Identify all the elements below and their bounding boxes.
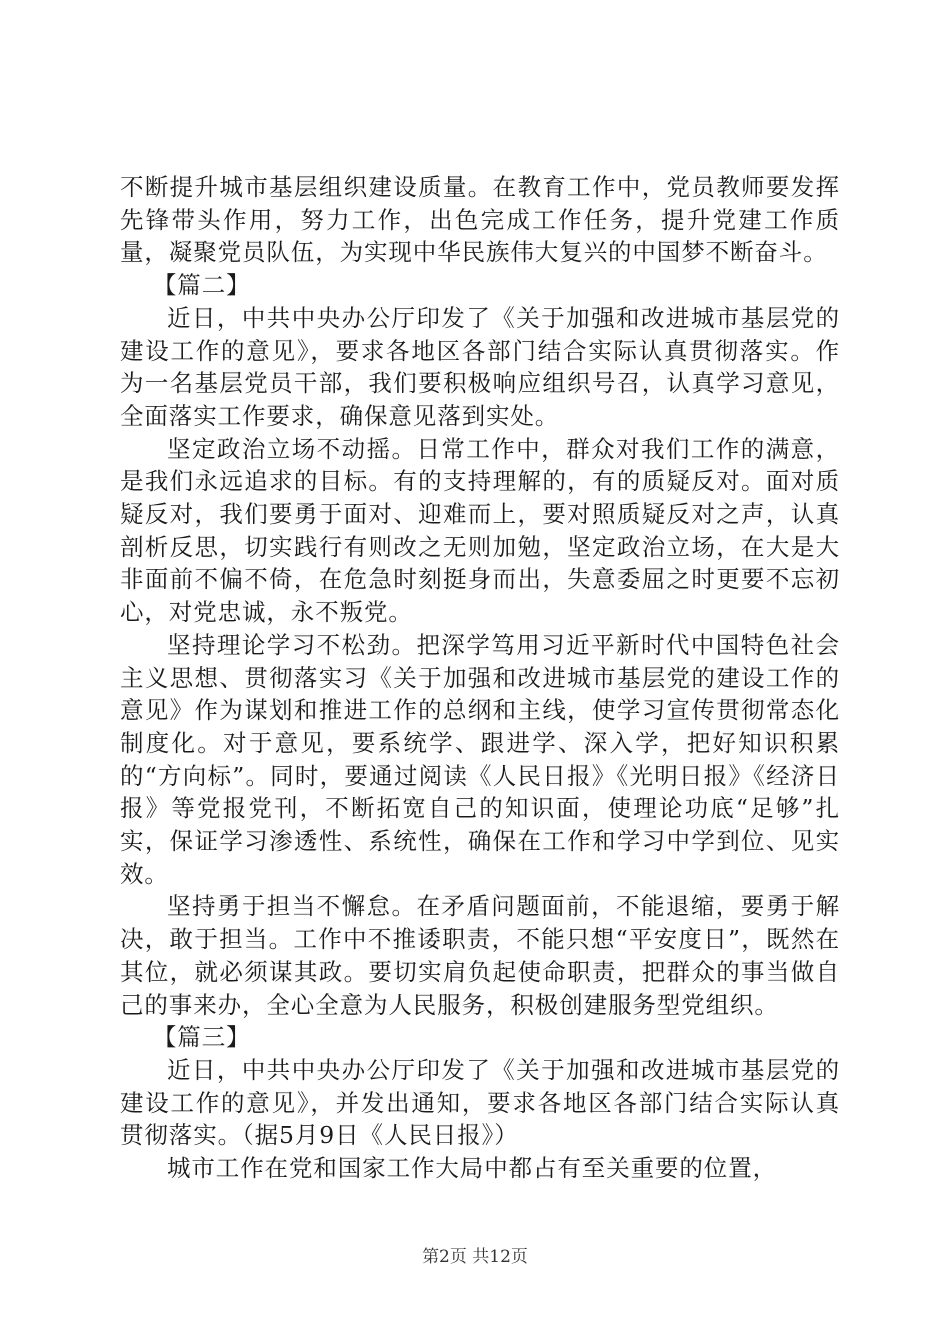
page-number-footer: 第2页 共12页 (422, 1247, 528, 1267)
paragraph: 近日，中共中央办公厅印发了《关于加强和改进城市基层党的建设工作的意见》，并发出通知，要求各地区各部门结合实际认真贯彻落实。（据5月9日《人民日报》） (120, 1055, 840, 1150)
section-heading-3: 【篇三】 (152, 1023, 251, 1052)
document-body (120, 171, 840, 1185)
paragraph: 坚持勇于担当不懈怠。在矛盾问题面前，不能退缩，要勇于解决，敢于担当。工作中不推诿职责，不能只想“平安度日”，既然在其位，就必须谋其政。要切实肩负起使命职责，把群众的事当做自己的事来办，全心全意为人民服务，积极创建服务型党组织。 (120, 892, 840, 1019)
paragraph: 坚定政治立场不动摇。日常工作中，群众对我们工作的满意，是我们永远追求的目标。有的支持理解的，有的质疑反对。面对质疑反对，我们要勇于面对、迎难而上，要对照质疑反对之声，认真剖析反思，切实践行有则改之无则加勉，坚定政治立场，在大是大非面前不偏不倚，在危急时刻挺身而出，失意委屈之时更要不忘初心，对党忠诚，永不叛党。 (120, 434, 840, 627)
paragraph: 近日，中共中央办公厅印发了《关于加强和改进城市基层党的建设工作的意见》，要求各地区各部门结合实际认真贯彻落实。作为一名基层党员干部，我们要积极响应组织号召，认真学习意见，全面落实工作要求，确保意见落到实处。 (120, 303, 840, 430)
paragraph-continuation: 不断提升城市基层组织建设质量。在教育工作中，党员教师要发挥先锋带头作用，努力工作，出色完成工作任务，提升党建工作质量，凝聚党员队伍，为实现中华民族伟大复兴的中国梦不断奋斗。 (120, 173, 840, 267)
section-heading-2: 【篇二】 (152, 271, 251, 300)
paragraph: 坚持理论学习不松劲。把深学笃用习近平新时代中国特色社会主义思想、贯彻落实习《关于加强和改进城市基层党的建设工作的意见》作为谋划和推进工作的总纲和主线，使学习宣传贯彻常态化制度化。对于意见，要系统学、跟进学、深入学，把好知识积累的“方向标”。同时，要通过阅读《人民日报》《光明日报》《经济日报》等党报党刊，不断拓宽自己的知识面，使理论功底“足够”扎实，保证学习渗透性、系统性，确保在工作和学习中学到位、见实效。 (120, 630, 840, 888)
paragraph: 城市工作在党和国家工作大局中都占有至关重要的位置， (167, 1154, 777, 1183)
